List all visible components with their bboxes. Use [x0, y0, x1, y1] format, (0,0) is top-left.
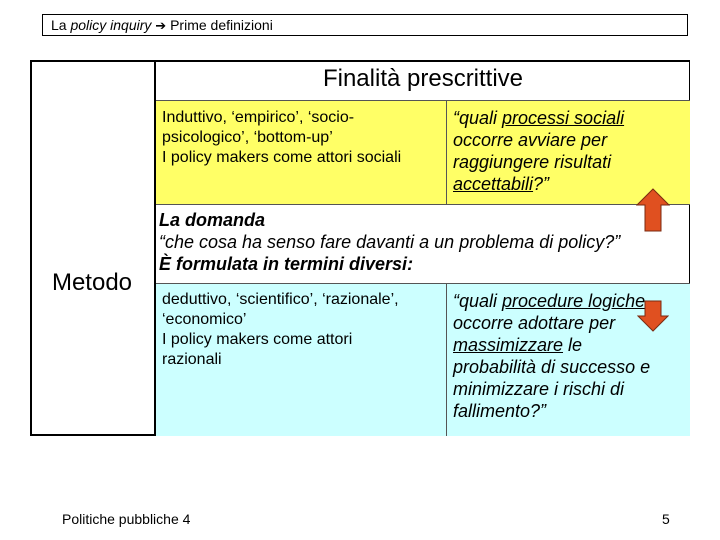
page-number: 5	[662, 511, 670, 527]
bottom-right-line: “quali procedure logiche	[453, 291, 646, 311]
title-rest: Prime definizioni	[170, 17, 273, 33]
title-italic: policy inquiry	[70, 17, 152, 33]
middle-line-3: È formulata in termini diversi:	[159, 254, 414, 274]
bottom-left-line: I policy makers come attori	[162, 331, 353, 348]
top-right-line: occorre avviare per	[453, 130, 608, 150]
bottom-right-line: occorre adottare per	[453, 313, 616, 333]
bottom-right-line: minimizzare i rischi di	[453, 379, 625, 399]
top-left-line: Induttivo, ‘empirico’, ‘socio-	[162, 109, 355, 126]
bottom-right-cell	[453, 290, 650, 422]
top-right-cell	[453, 107, 624, 195]
bottom-left-cell	[162, 290, 399, 370]
top-right-line: “quali processi sociali	[453, 108, 625, 128]
top-left-line: I policy makers come attori sociali	[162, 149, 402, 166]
top-right-line: accettabili?”	[453, 174, 550, 194]
bottom-row-divider	[446, 283, 447, 436]
middle-question	[159, 209, 620, 275]
column-header: Finalità prescrittive	[322, 65, 524, 92]
bottom-right-line: probabilità di successo e	[453, 357, 651, 377]
bottom-left-line: razionali	[162, 351, 222, 368]
title-prefix: La	[51, 17, 67, 33]
up-arrow-icon	[636, 188, 670, 232]
slide-title	[42, 14, 688, 36]
bottom-left-line: deduttivo, ‘scientifico’, ‘razionale’,	[162, 291, 399, 308]
bottom-right-line: fallimento?”	[453, 401, 547, 421]
top-left-line: psicologico’, ‘bottom-up’	[162, 129, 333, 146]
middle-line-2: “che cosa ha senso fare davanti a un problema di policy?”	[159, 232, 621, 252]
down-arrow-icon	[637, 300, 669, 332]
top-left-cell	[162, 108, 401, 168]
middle-line-1: La domanda	[159, 210, 266, 230]
footer-course: Politiche pubbliche 4	[62, 511, 191, 527]
bottom-right-line: massimizzare le	[453, 335, 583, 355]
row-header: Metodo	[51, 269, 133, 296]
right-arrow-icon: ➔	[155, 19, 167, 34]
bottom-left-line: ‘economico’	[162, 311, 247, 328]
top-row-divider	[446, 100, 447, 205]
table-vertical-divider	[154, 60, 156, 436]
top-right-line: raggiungere risultati	[453, 152, 612, 172]
